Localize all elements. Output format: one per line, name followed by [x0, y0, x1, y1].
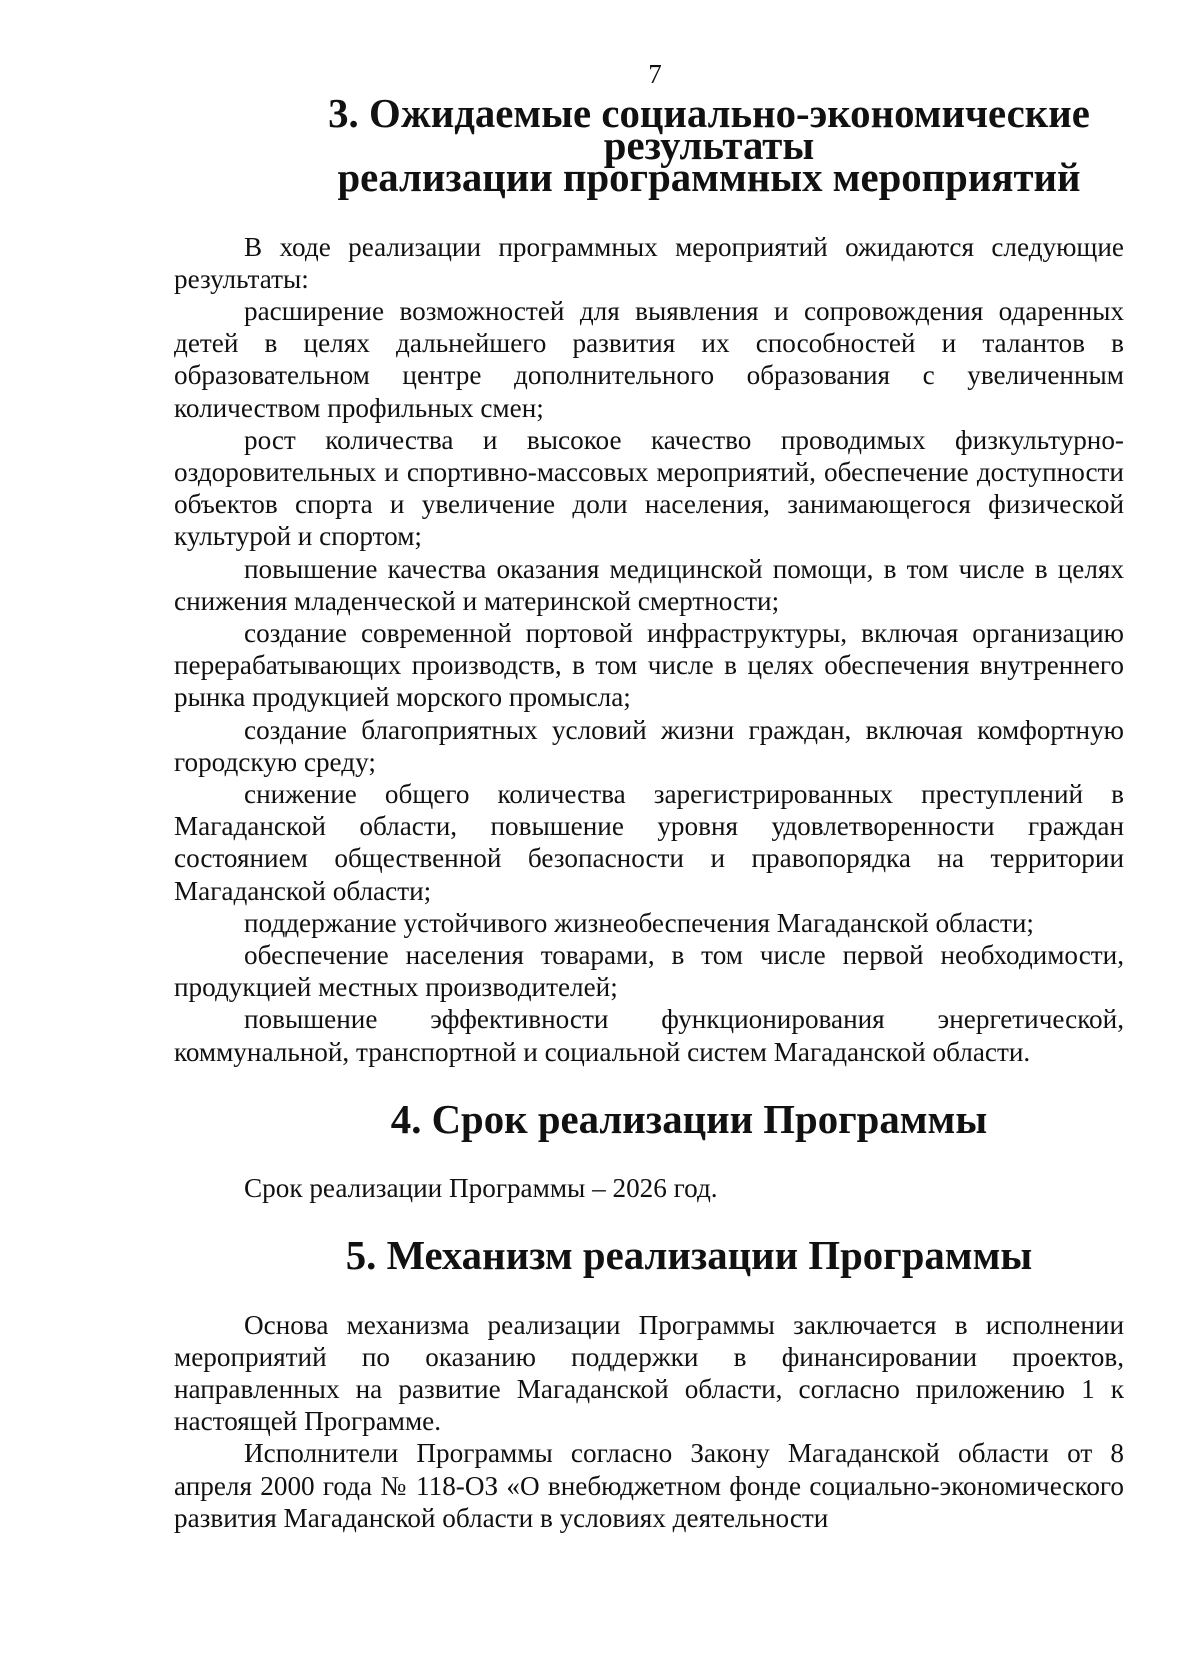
section-3-result-item: создание благоприятных условий жизни граждан, включая комфортную городскую среду;	[174, 714, 1124, 777]
section-3-result-item: расширение возможностей для выявления и сопровождения одаренных детей в целях дальнейшего развития их способностей и талантов в образовательном центре дополнительного образования с увеличенным количеством профильных смен;	[174, 296, 1124, 423]
section-3-result-item: поддержание устойчивого жизнеобеспечения Магаданской области;	[244, 907, 1034, 938]
page-number: 7	[648, 59, 662, 89]
document-body	[174, 91, 1124, 1534]
section-5-paragraph: Исполнители Программы согласно Закону Магаданской области от 8 апреля 2000 года № 118-ОЗ «О внебюджетном фонде социально-экономического развития Магаданской области в условиях деятельности	[174, 1438, 1124, 1533]
section-3-title-line-1: 3. Ожидаемые социально-экономические результаты	[328, 91, 1090, 169]
section-3-result-item: обеспечение населения товарами, в том числе первой необходимости, продукцией местных производителей;	[174, 940, 1124, 1003]
section-3-result-item: повышение качества оказания медицинской помощи, в том числе в целях снижения младенческой и материнской смертности;	[174, 553, 1124, 616]
section-3-intro-paragraph: В ходе реализации программных мероприятий ожидаются следующие результаты:	[174, 231, 1124, 294]
section-3-title-line-2: реализации программных мероприятий	[337, 155, 1081, 201]
section-5-title: 5. Механизм реализации Программы	[345, 1233, 1033, 1279]
section-3-result-item: создание современной портовой инфраструктуры, включая организацию перерабатывающих производств, в том числе в целях обеспечения внутреннего рынка продукцией морского промысла;	[174, 618, 1124, 713]
section-3-title	[174, 91, 1124, 201]
section-4-title: 4. Срок реализации Программы	[390, 1096, 988, 1142]
section-5-paragraph: Основа механизма реализации Программы заключается в исполнении мероприятий по оказанию поддержки в финансировании проектов, направленных на развитие Магаданской области, согласно приложению 1 к настоящей Программе.	[174, 1309, 1124, 1437]
section-4-paragraph: Срок реализации Программы – 2026 год.	[244, 1173, 718, 1204]
section-3-result-item: снижение общего количества зарегистрированных преступлений в Магаданской области, повышение уровня удовлетворенности граждан состоянием общественной безопасности и правопорядка на территории Магаданской области;	[174, 779, 1124, 906]
section-3-result-item: повышение эффективности функционирования энергетической, коммунальной, транспортной и социальной систем Магаданской области.	[174, 1004, 1124, 1067]
section-3-result-item: рост количества и высокое качество проводимых физкультурно-оздоровительных и спортивно-массовых мероприятий, обеспечение доступности объектов спорта и увеличение доли населения, занимающегося физической культурой и спортом;	[174, 424, 1124, 552]
